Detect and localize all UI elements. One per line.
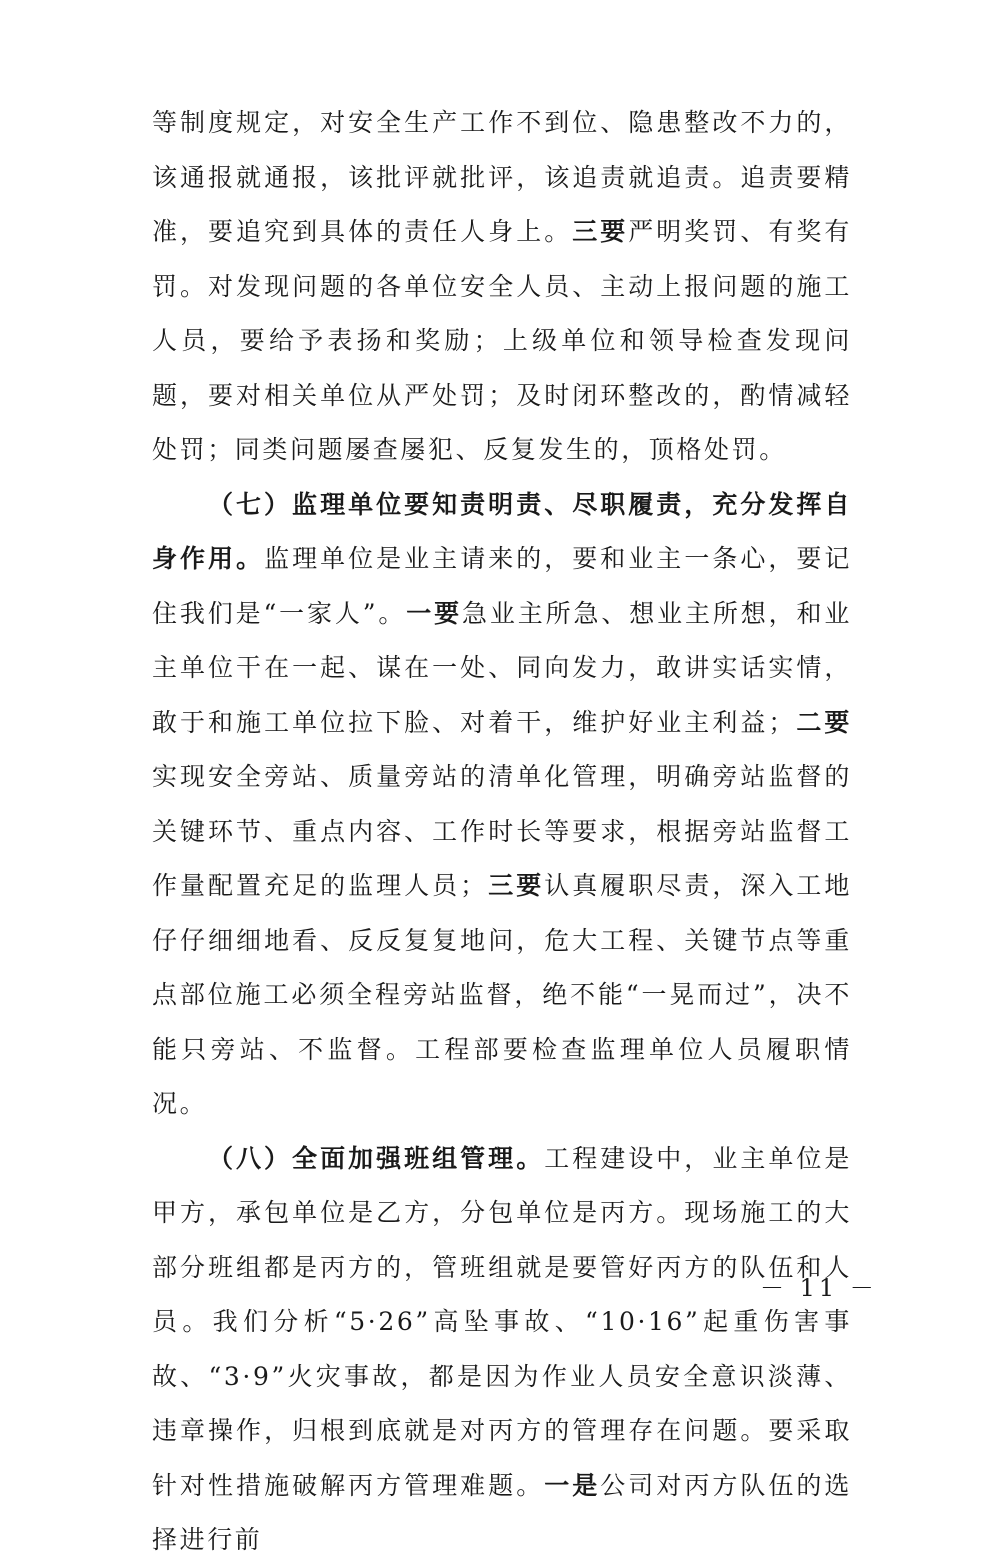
text-run: 认真履职尽责，深入工地仔仔细细地看、反反复复地问，危大工程、关键节点等重点部位施工必须全程旁站监督，绝不能“一晃而过”，决不能只旁站、不监督。工程部要检查监理单位人员履职情况。 — [152, 871, 852, 1118]
page-number: － 11 － — [760, 1274, 878, 1302]
text-run: 监理单位是业主请来的，要和业主一条心，要记住我们是“一家人”。 — [152, 544, 853, 628]
paragraph-continued — [152, 96, 852, 478]
text-run: 工程建设中，业主单位是甲方，承包单位是乙方，分包单位是丙方。现场施工的大部分班组都是丙方的，管班组就是要管好丙方的队伍和人员。我们分析“5·26”高坠事故、“10·16”起重伤害事故、“3·9”火灾事故，都是因为作业人员安全意识淡薄、违章操作，归根到底就是对丙方的管理存在问题。要采取针对性措施破解丙方管理难题。 — [152, 1143, 852, 1500]
section-heading: （七）监理单位要知责明责、尽职履责，充分发挥自身作用。 — [152, 489, 852, 573]
text-run: 急业主所急、想业主所想，和业主单位干在一起、谋在一处、同向发力，敢讲实话实情，敢于和施工单位拉下脸、对着干，维护好业主利益； — [152, 598, 852, 737]
text-run: 实现安全旁站、质量旁站的清单化管理，明确旁站监督的关键环节、重点内容、工作时长等要求，根据旁站监督工作量配置充足的监理人员； — [152, 762, 852, 900]
text-run: 严明奖罚、有奖有罚。对发现问题的各单位安全人员、主动上报问题的施工人员，要给予表扬和奖励；上级单位和领导检查发现问题，要对相关单位从严处罚；及时闭环整改的，酌情减轻处罚；同类问题屡查屡犯、反复发生的，顶格处罚。 — [152, 217, 852, 464]
bold-keyword: 三要 — [487, 871, 545, 900]
bold-keyword: 一是 — [544, 1470, 601, 1500]
section-heading: （八）全面加强班组管理。 — [208, 1143, 545, 1173]
document-body — [152, 96, 852, 1568]
text-run: 公司对丙方队伍的选择进行前 — [152, 1470, 853, 1554]
text-run: 等制度规定，对安全生产工作不到位、隐患整改不力的，该通报就通报，该批评就批评，该追责就追责。追责要精准，要追究到具体的责任人身上。 — [152, 108, 852, 246]
paragraph-team-management — [152, 1132, 852, 1568]
paragraph-supervision — [152, 478, 852, 1132]
bold-keyword: 三要 — [572, 217, 629, 246]
bold-keyword: 二要 — [795, 707, 853, 737]
bold-keyword: 一要 — [406, 598, 463, 628]
